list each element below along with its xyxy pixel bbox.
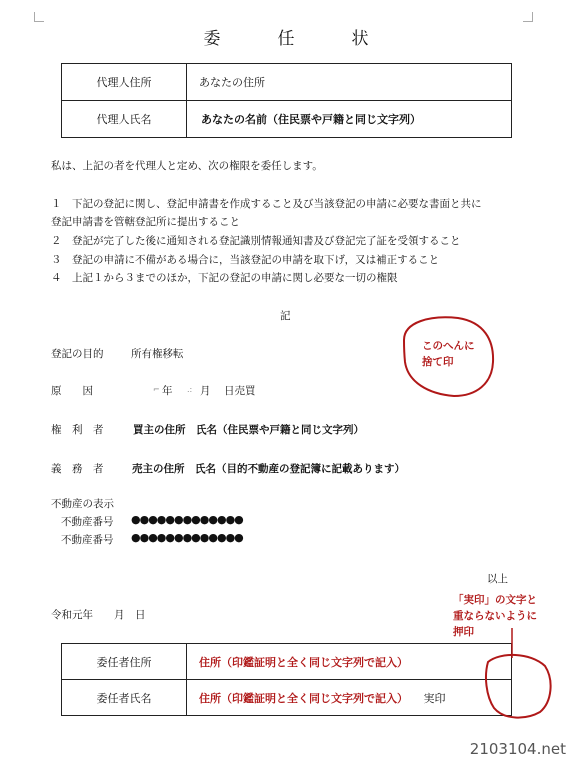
property-number-label: 不動産番号: [61, 534, 114, 546]
sute-in-note-line2: 捨て印: [422, 356, 454, 368]
cause-year: 年: [162, 385, 173, 397]
authority-item-1a: １ 下記の登記に関し、登記申請書を作成すること及び当該登記の申請に必要な書面と共に: [51, 198, 482, 210]
jitsuin-circle: [486, 655, 551, 718]
ki-heading: 記: [280, 310, 291, 322]
property-heading: 不動産の表示: [51, 498, 114, 510]
intro-text: 私は、上記の者を代理人と定め、次の権限を委任します。: [51, 160, 323, 172]
sute-in-note-line1: このへんに: [422, 340, 475, 352]
property-number-value: ●●●●●●●●●●●●●: [131, 531, 243, 544]
ijou-text: 以上: [487, 573, 508, 585]
principal-address-value: 住所（印鑑証明と全く同じ文字列で記入）: [199, 655, 408, 669]
agent-name-label: 代理人氏名: [62, 101, 187, 138]
property-number-value: ●●●●●●●●●●●●●: [131, 513, 243, 526]
agent-address-value: あなたの住所: [187, 64, 512, 101]
obligor-label: 義 務 者: [51, 463, 104, 475]
jitsuin-label: 実印: [423, 691, 446, 705]
sute-in-note: [422, 338, 475, 370]
document-title: 委 任 状: [203, 29, 389, 49]
blank-mark: .:: [187, 385, 193, 394]
rights-holder-label: 権 利 者: [51, 424, 104, 436]
cause-value: 日売買: [224, 385, 256, 397]
rights-holder-value: 買主の住所 氏名（住民票や戸籍と同じ文字列）: [133, 424, 364, 436]
jitsuin-note: [453, 592, 537, 640]
authority-item-1b: 登記申請書を管轄登記所に提出すること: [51, 216, 240, 228]
jitsuin-note-line2: 重ならないように: [453, 610, 537, 622]
authority-item-4: ４ 上記１から３までのほか，下記の登記の申請に関し必要な一切の権限: [51, 272, 398, 284]
principal-name-label: 委任者氏名: [62, 680, 187, 716]
jitsuin-note-line1: 「実印」の文字と: [453, 594, 537, 606]
agent-address-label: 代理人住所: [62, 64, 187, 101]
authority-item-2: ２ 登記が完了した後に通知される登記識別情報通知書及び登記完了証を受領すること: [51, 235, 461, 247]
cause-label: 原 因: [51, 385, 93, 397]
principal-name-value: 住所（印鑑証明と全く同じ文字列で記入）: [199, 691, 408, 705]
date-line: 令和元年 月 日: [51, 609, 146, 621]
jitsuin-note-line3: 押印: [453, 626, 474, 638]
property-number-label: 不動産番号: [61, 516, 114, 528]
blank-mark: ⌐: [153, 385, 160, 394]
cause-month: 月: [200, 385, 211, 397]
authority-item-3: ３ 登記の申請に不備がある場合に，当該登記の申請を取下げ，又は補正すること: [51, 254, 440, 266]
obligor-value: 売主の住所 氏名（目的不動産の登記簿に記載あります）: [132, 463, 405, 475]
principal-address-label: 委任者住所: [62, 644, 187, 680]
watermark: 2103104.net: [469, 740, 566, 758]
agent-name-value: あなたの名前（住民票や戸籍と同じ文字列）: [187, 101, 512, 138]
purpose-label: 登記の目的: [51, 348, 104, 360]
purpose-value: 所有権移転: [131, 348, 184, 360]
